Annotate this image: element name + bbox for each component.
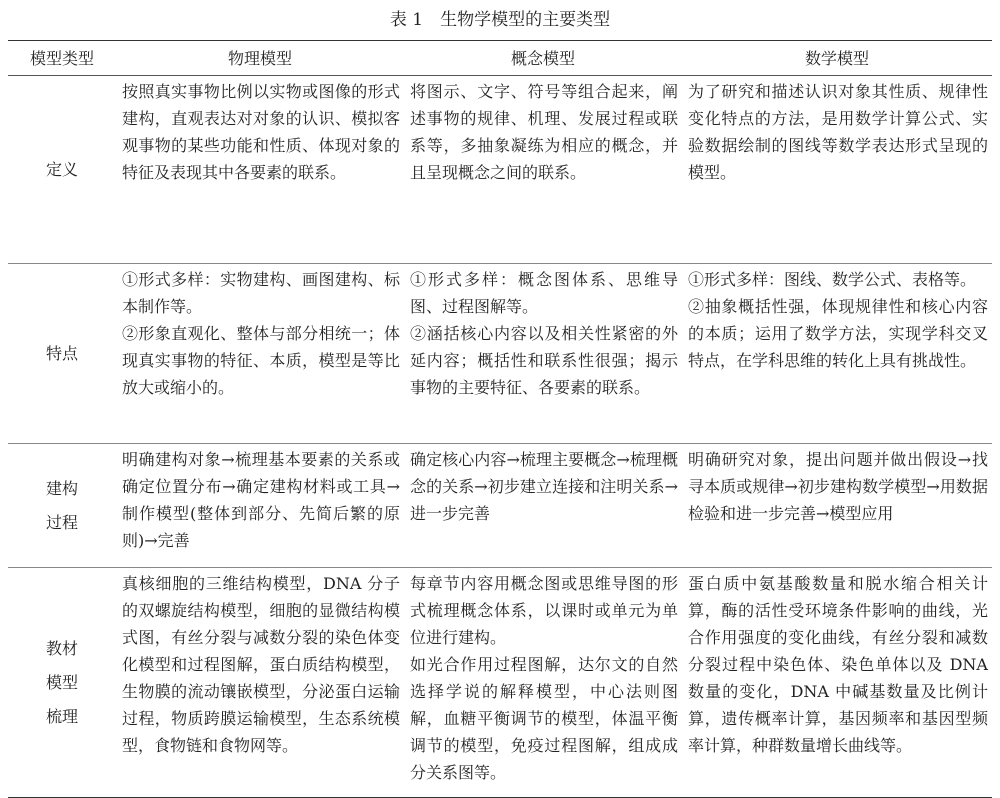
cell-text: 真核细胞的三维结构模型，DNA 分子的双螺旋结构模型，细胞的显微结构模式图，有丝分裂与减数分裂的染色体变化模型和过程图解，蛋白质结构模型，生物膜的流动镶嵌模型，分泌蛋白运输过程，物质跨膜运输模型，生态系统模型，食物链和食物网等。 — [122, 574, 400, 755]
cell-concept-textbook — [404, 568, 682, 798]
cell-physical-definition — [116, 76, 404, 264]
table-header — [8, 41, 992, 76]
cell-text: ①形式多样：概念图体系、思维导图、过程图解等。 — [410, 270, 678, 316]
row-textbook-models — [8, 568, 992, 798]
row-label-text: 特点 — [45, 343, 78, 363]
header-concept-model: 概念模型 — [404, 41, 682, 76]
cell-math-process — [682, 444, 992, 568]
cell-text: ①形式多样：实物建构、画图建构、标本制作等。 — [122, 270, 400, 316]
cell-concept-features — [404, 264, 682, 444]
cell-math-textbook — [682, 568, 992, 798]
table-body — [8, 76, 992, 798]
cell-concept-definition — [404, 76, 682, 264]
cell-math-definition — [682, 76, 992, 264]
cell-physical-process — [116, 444, 404, 568]
header-row — [8, 41, 992, 76]
row-label-definition — [8, 76, 116, 264]
cell-text: 蛋白质中氨基酸数量和脱水缩合相关计算，酶的活性受环境条件影响的曲线，光合作用强度的变化曲线，有丝分裂和减数分裂过程中染色体、染色单体以及 DNA 数量的变化，DNA 中碱基数量及比例计算，遗传概率计算，基因频率和基因型频率计算，种群数量增长曲线等。 — [688, 574, 988, 755]
cell-text: 将图示、文字、符号等组合起来，阐述事物的规律、机理、发展过程或联系等，多抽象凝练为相应的概念，并且呈现概念之间的联系。 — [410, 82, 678, 182]
row-construction-process — [8, 444, 992, 568]
header-math-model: 数学模型 — [682, 41, 992, 76]
header-model-type: 模型类型 — [8, 41, 116, 76]
row-label-text: 建构 过程 — [45, 478, 78, 532]
row-label-text: 教材 模型 梳理 — [45, 638, 78, 726]
header-physical-model: 物理模型 — [116, 41, 404, 76]
cell-text: 每章节内容用概念图或思维导图的形式梳理概念体系，以课时或单元为单位进行建构。 — [410, 574, 678, 647]
row-features — [8, 264, 992, 444]
cell-text: 确定核心内容→梳理主要概念→梳理概念的关系→初步建立连接和注明关系→进一步完善 — [410, 450, 678, 523]
model-types-table — [8, 40, 992, 798]
row-label-features — [8, 264, 116, 444]
cell-text: 按照真实事物比例以实物或图像的形式建构，直观表达对对象的认识、模拟客观事物的某些功能和性质、体现对象的特征及表现其中各要素的联系。 — [122, 82, 400, 182]
cell-physical-textbook — [116, 568, 404, 798]
cell-physical-features — [116, 264, 404, 444]
cell-math-features — [682, 264, 992, 444]
cell-text: 为了研究和描述认识对象其性质、规律性变化特点的方法，是用数学计算公式、实验数据绘制的图线等数学表达形式呈现的模型。 — [688, 82, 988, 182]
cell-text: 如光合作用过程图解，达尔文的自然选择学说的解释模型，中心法则图解，血糖平衡调节的模型，体温平衡调节的模型，免疫过程图解，组成成分关系图等。 — [410, 655, 678, 782]
cell-concept-process — [404, 444, 682, 568]
cell-text: 明确建构对象→梳理基本要素的关系或确定位置分布→确定建构材料或工具→制作模型(整体到部分、先简后繁的原则)→完善 — [122, 450, 400, 550]
cell-text: 明确研究对象，提出问题并做出假设→找寻本质或规律→初步建构数学模型→用数据检验和进一步完善→模型应用 — [688, 450, 988, 523]
cell-text: ②涵括核心内容以及相关性紧密的外延内容；概括性和联系性很强；揭示事物的主要特征、各要素的联系。 — [410, 324, 678, 397]
cell-text: ①形式多样：图线、数学公式、表格等。 — [688, 270, 977, 289]
row-definition — [8, 76, 992, 264]
cell-text: ②抽象概括性强，体现规律性和核心内容的本质；运用了数学方法，实现学科交叉特点，在学科思维的转化上具有挑战性。 — [688, 297, 988, 370]
table-caption: 表 1 生物学模型的主要类型 — [389, 10, 611, 30]
row-label-text: 定义 — [45, 159, 78, 179]
row-label-construction-process — [8, 444, 116, 568]
row-label-textbook-models — [8, 568, 116, 798]
cell-text: ②形象直观化、整体与部分相统一；体现真实事物的特征、本质，模型是等比放大或缩小的。 — [122, 324, 400, 397]
